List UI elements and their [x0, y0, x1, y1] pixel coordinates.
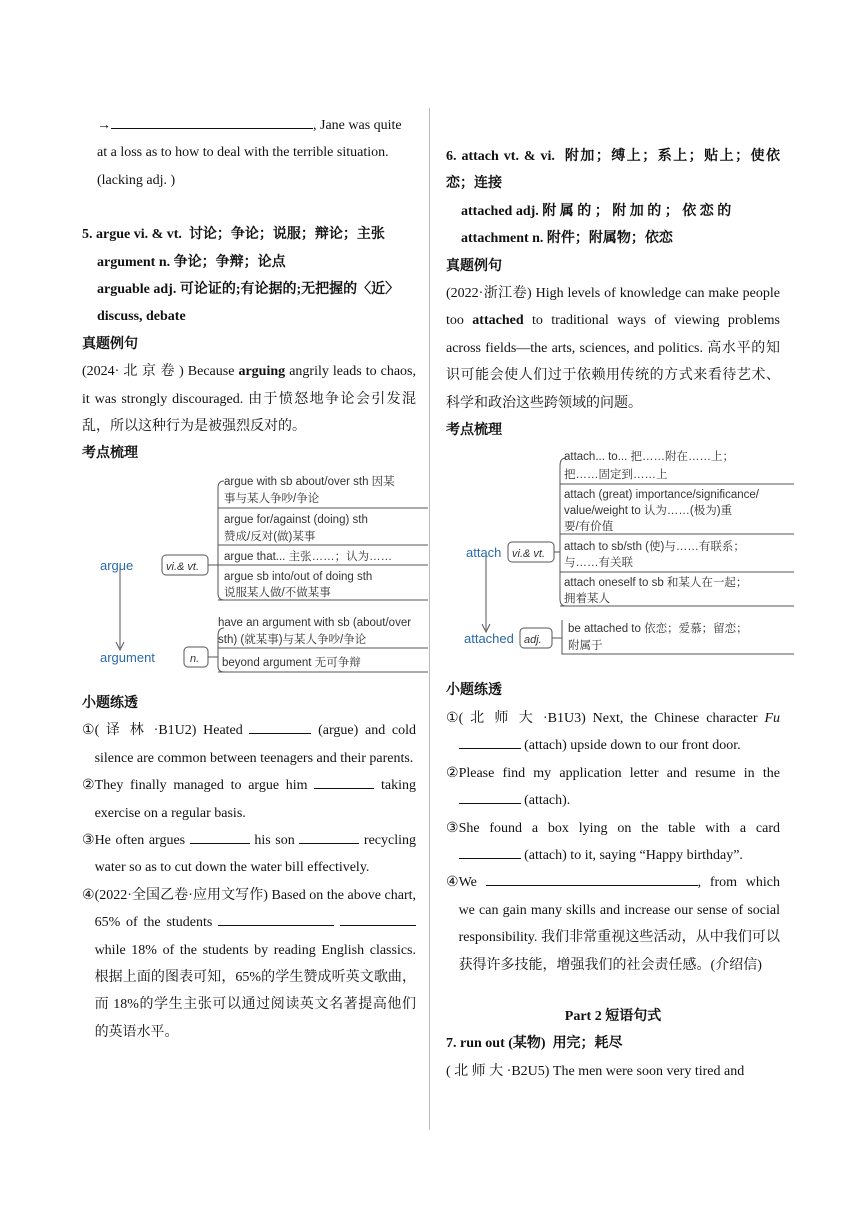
mindmap-noun-1b: sth) (就某事)与某人争吵/争论	[218, 633, 367, 646]
answer-blank[interactable]	[340, 911, 416, 926]
mindmap-adj-1b: 附属于	[568, 640, 603, 653]
mindmap-root-pos: vi.& vt.	[512, 548, 546, 561]
answer-blank[interactable]	[459, 789, 521, 804]
mindmap-branch-1a: argue with sb about/over sth 因某	[224, 475, 395, 488]
keypoint-heading: 考点梳理	[446, 423, 502, 439]
mindmap-branch-3a: attach to sb/sth (使)与……有联系；	[564, 541, 745, 554]
entry-argue-synonyms: discuss, debate	[97, 309, 186, 325]
mindmap-adj-1a: be attached to 依恋；爱慕；留恋；	[568, 623, 748, 636]
entry-argue	[82, 221, 416, 331]
entry-run-out-example: ( 北 师 大 ·B2U5) The men were soon very tired and	[446, 1063, 745, 1079]
example-heading: 真题例句	[82, 336, 138, 352]
practice-heading: 小题练透	[82, 695, 138, 711]
answer-blank[interactable]	[459, 734, 521, 749]
mindmap-noun: argument	[100, 649, 155, 665]
mindmap-branch-3: argue that... 主张……；认为……	[224, 550, 393, 563]
mindmap-branch-3b: 与……有关联	[564, 557, 633, 570]
practice-item-1: ① ( 译 林 ·B1U2) Heated (argue) and cold silence are common between teenagers and their parents.	[82, 717, 416, 772]
mindmap-branch-4a: argue sb into/out of doing sth	[224, 570, 373, 583]
practice-item-2: ② They finally managed to argue him taking exercise on a regular basis.	[82, 772, 416, 827]
mindmap-adj-pos: adj.	[524, 634, 542, 647]
mindmap-adj: attached	[464, 631, 514, 647]
answer-blank[interactable]	[218, 911, 334, 926]
mindmap-branch-4a: attach oneself to sb 和某人在一起；	[564, 577, 748, 590]
right-column	[446, 143, 780, 1085]
continuation-line-2: at a loss as to how to deal with the terrible situation.	[97, 145, 389, 161]
answer-blank[interactable]	[111, 114, 313, 129]
continuation-line-1: → , Jane was quite	[82, 112, 416, 139]
entry-argue-heading: 5. argue vi. & vt. 讨论；争论；说服；辩论；主张	[82, 227, 385, 243]
answer-blank[interactable]	[459, 844, 521, 859]
mindmap-branch-2b: value/weight to 认为……(极为)重	[564, 505, 733, 518]
answer-blank[interactable]	[249, 719, 311, 734]
mindmap-noun-1a: have an argument with sb (about/over	[218, 616, 412, 629]
mindmap-branch-4b: 拥着某人	[564, 593, 610, 606]
practice-item-2: ② Please find my application letter and resume in the (attach).	[446, 765, 780, 809]
example-heading: 真题例句	[446, 258, 502, 274]
practice-item-1: ① ( 北 师 大 ·B1U3) Next, the Chinese character Fu (attach) upside down to our front door.	[446, 710, 780, 754]
mindmap-noun-2: beyond argument 无可争辩	[222, 656, 361, 669]
entry-attach-adj: attached adj. 附 属 的 ； 附 加 的 ； 依 恋 的	[461, 203, 732, 219]
mindmap-branch-1b: 事与某人争吵/争论	[224, 492, 320, 505]
entry-run-out-heading: 7. run out (某物) 用完；耗尽	[446, 1036, 623, 1052]
left-column	[82, 112, 416, 1046]
mindmap-branch-1b: 把……固定到……上	[564, 469, 668, 482]
practice-item-4: ④ We , from which we can gain many skills and increase our sense of social responsibility. 我们非常重视这些活动，从中我们可以获得许多技能，增强我们的社会责任感。(介绍信)	[446, 869, 780, 979]
mindmap-root: argue	[100, 557, 134, 573]
mindmap-attach	[464, 444, 798, 662]
answer-blank[interactable]	[190, 829, 250, 844]
mindmap-branch-2a: argue for/against (doing) sth	[224, 513, 368, 526]
example-sentence: (2022·浙江卷) High levels of knowledge can make people too attached to traditional ways of viewing problems across fields—the arts, sciences, and politics. 高水平的知识可能会使人们过于依赖用传统的方式来看待艺术、科学和政治这些跨领域的问题。	[446, 286, 780, 411]
mindmap-noun-pos: n.	[190, 652, 200, 665]
mindmap-branch-4b: 说服某人做/不做某事	[224, 586, 331, 599]
mindmap-branch-2a: attach (great) importance/significance/	[564, 489, 759, 502]
answer-blank[interactable]	[314, 774, 374, 789]
mindmap-root: attach	[466, 545, 502, 561]
mindmap-branch-1a: attach... to... 把……附在……上；	[564, 451, 734, 464]
mindmap-branch-2b: 赞成/反对(做)某事	[224, 530, 316, 543]
continuation-line-3: (lacking adj. )	[97, 172, 176, 188]
entry-argue-noun: argument n. 争论；争辩；论点	[97, 254, 286, 270]
practice-item-4: ④ (2022·全国乙卷·应用文写作) Based on the above chart, 65% of the students while 18% of the students by reading English classics. 根据上面的图表可知，65%的学生赞成听英文歌曲，而 18%的学生主张可以通过阅读英文名著提高他们的英语水平。	[82, 887, 416, 1040]
practice-heading: 小题练透	[446, 683, 502, 699]
entry-attach-heading: 6. attach vt. & vi. 附加；缚上；系上；贴上；使依恋；连接	[446, 149, 781, 192]
mindmap-branch-2c: 要/有价值	[564, 521, 614, 534]
entry-argue-adj: arguable adj. 可论证的;有论据的;无把握的〈近〉	[97, 282, 400, 298]
answer-blank[interactable]	[299, 829, 359, 844]
answer-blank[interactable]	[486, 871, 698, 886]
practice-item-3: ③ She found a box lying on the table with a card (attach) to it, saying “Happy birthday”.	[446, 820, 780, 863]
entry-attach-noun: attachment n. 附件；附属物；依恋	[461, 231, 673, 247]
mindmap-root-pos: vi.& vt.	[166, 560, 200, 573]
example-sentence: (2024· 北 京 卷 ) Because arguing angrily leads to chaos, it was strongly discouraged. 由于愤怒地争论会引发混乱，所以这种行为是被强烈反对的。	[82, 364, 416, 435]
keypoint-heading: 考点梳理	[82, 446, 138, 462]
mindmap-argue	[94, 468, 440, 678]
practice-item-3: ③ He often argues his son recycling water so as to cut down the water bill effectively.	[82, 827, 416, 882]
part-title: Part 2 短语句式	[564, 1008, 662, 1024]
entry-attach	[446, 143, 780, 253]
